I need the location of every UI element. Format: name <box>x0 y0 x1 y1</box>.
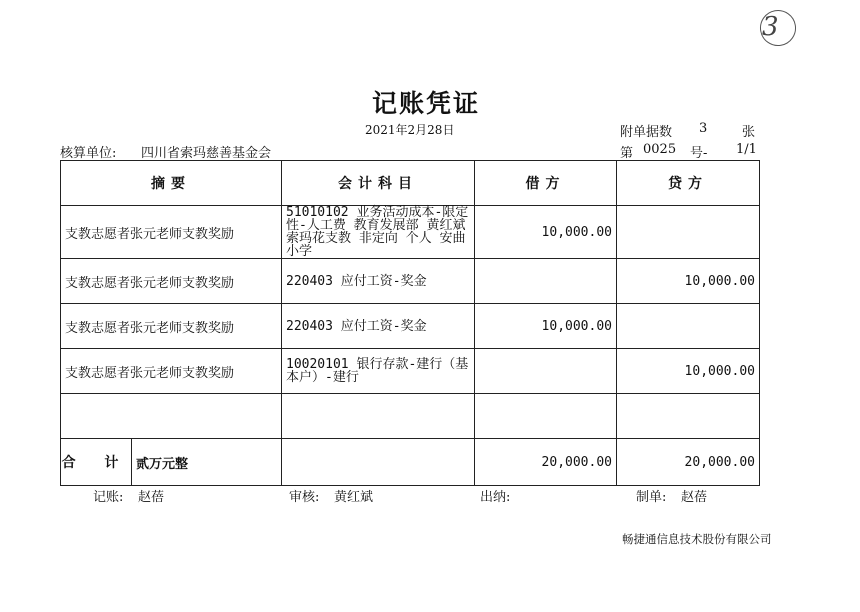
row-summary: 支教志愿者张元老师支教奖励 <box>61 304 282 349</box>
row-summary: 支教志愿者张元老师支教奖励 <box>61 349 282 394</box>
header-debit: 借方 <box>475 161 617 206</box>
table-row-empty <box>61 394 760 439</box>
bookkeeper-name: 赵蓓 <box>138 490 165 505</box>
total-label-cell <box>61 439 282 486</box>
empty-cell <box>282 394 475 439</box>
row-credit: 10,000.00 <box>617 349 760 394</box>
table-header-row <box>61 161 760 206</box>
row-debit: 10,000.00 <box>475 304 617 349</box>
table-row <box>61 259 760 304</box>
row-account: 51010102 业务活动成本-限定性-人工费 教育发展部 黄红斌 索玛花支教 非定向 个人 安曲小学 <box>282 206 475 259</box>
preparer-label: 制单: <box>636 490 667 505</box>
software-company: 畅捷通信息技术股份有限公司 <box>622 532 772 546</box>
reviewer-label: 审核: <box>289 490 320 505</box>
number-prefix: 第 <box>620 146 634 161</box>
cashier-label: 出纳: <box>480 490 511 505</box>
header-account: 会计科目 <box>282 161 475 206</box>
attach-label: 附单据数 <box>620 125 673 140</box>
page-fraction: 1/1 <box>736 142 757 157</box>
header-credit: 贷方 <box>617 161 760 206</box>
total-spacer <box>282 439 475 486</box>
row-account: 220403 应付工资-奖金 <box>282 304 475 349</box>
row-account: 10020101 银行存款-建行（基本户）-建行 <box>282 349 475 394</box>
row-credit: 10,000.00 <box>617 259 760 304</box>
empty-cell <box>61 394 282 439</box>
row-account: 220403 应付工资-奖金 <box>282 259 475 304</box>
empty-cell <box>475 394 617 439</box>
total-credit: 20,000.00 <box>617 439 760 486</box>
table-row <box>61 206 760 259</box>
row-debit <box>475 349 617 394</box>
voucher-title: 记账凭证 <box>372 89 481 118</box>
row-debit: 10,000.00 <box>475 206 617 259</box>
header-summary: 摘要 <box>61 161 282 206</box>
bookkeeper-label: 记账: <box>93 490 124 505</box>
org-name: 四川省索玛慈善基金会 <box>141 146 272 161</box>
total-label: 合 计 <box>61 439 132 485</box>
org-label: 核算单位: <box>60 146 117 161</box>
voucher-date: 2021年2月28日 <box>365 123 455 137</box>
attach-count: 3 <box>699 121 708 136</box>
total-amount-in-words: 贰万元整 <box>136 456 189 472</box>
table-row <box>61 304 760 349</box>
row-summary: 支教志愿者张元老师支教奖励 <box>61 206 282 259</box>
voucher-number: 0025 <box>643 142 677 157</box>
number-suffix: 号- <box>690 146 708 161</box>
row-credit <box>617 304 760 349</box>
row-debit <box>475 259 617 304</box>
table-row <box>61 349 760 394</box>
total-row <box>61 439 760 486</box>
preparer-name: 赵蓓 <box>681 490 708 505</box>
attach-unit: 张 <box>742 125 756 140</box>
row-summary: 支教志愿者张元老师支教奖励 <box>61 259 282 304</box>
empty-cell <box>617 394 760 439</box>
page-number: 3 <box>762 12 779 42</box>
voucher-table <box>60 160 760 486</box>
total-debit: 20,000.00 <box>475 439 617 486</box>
reviewer-name: 黄红斌 <box>334 490 374 505</box>
row-credit <box>617 206 760 259</box>
